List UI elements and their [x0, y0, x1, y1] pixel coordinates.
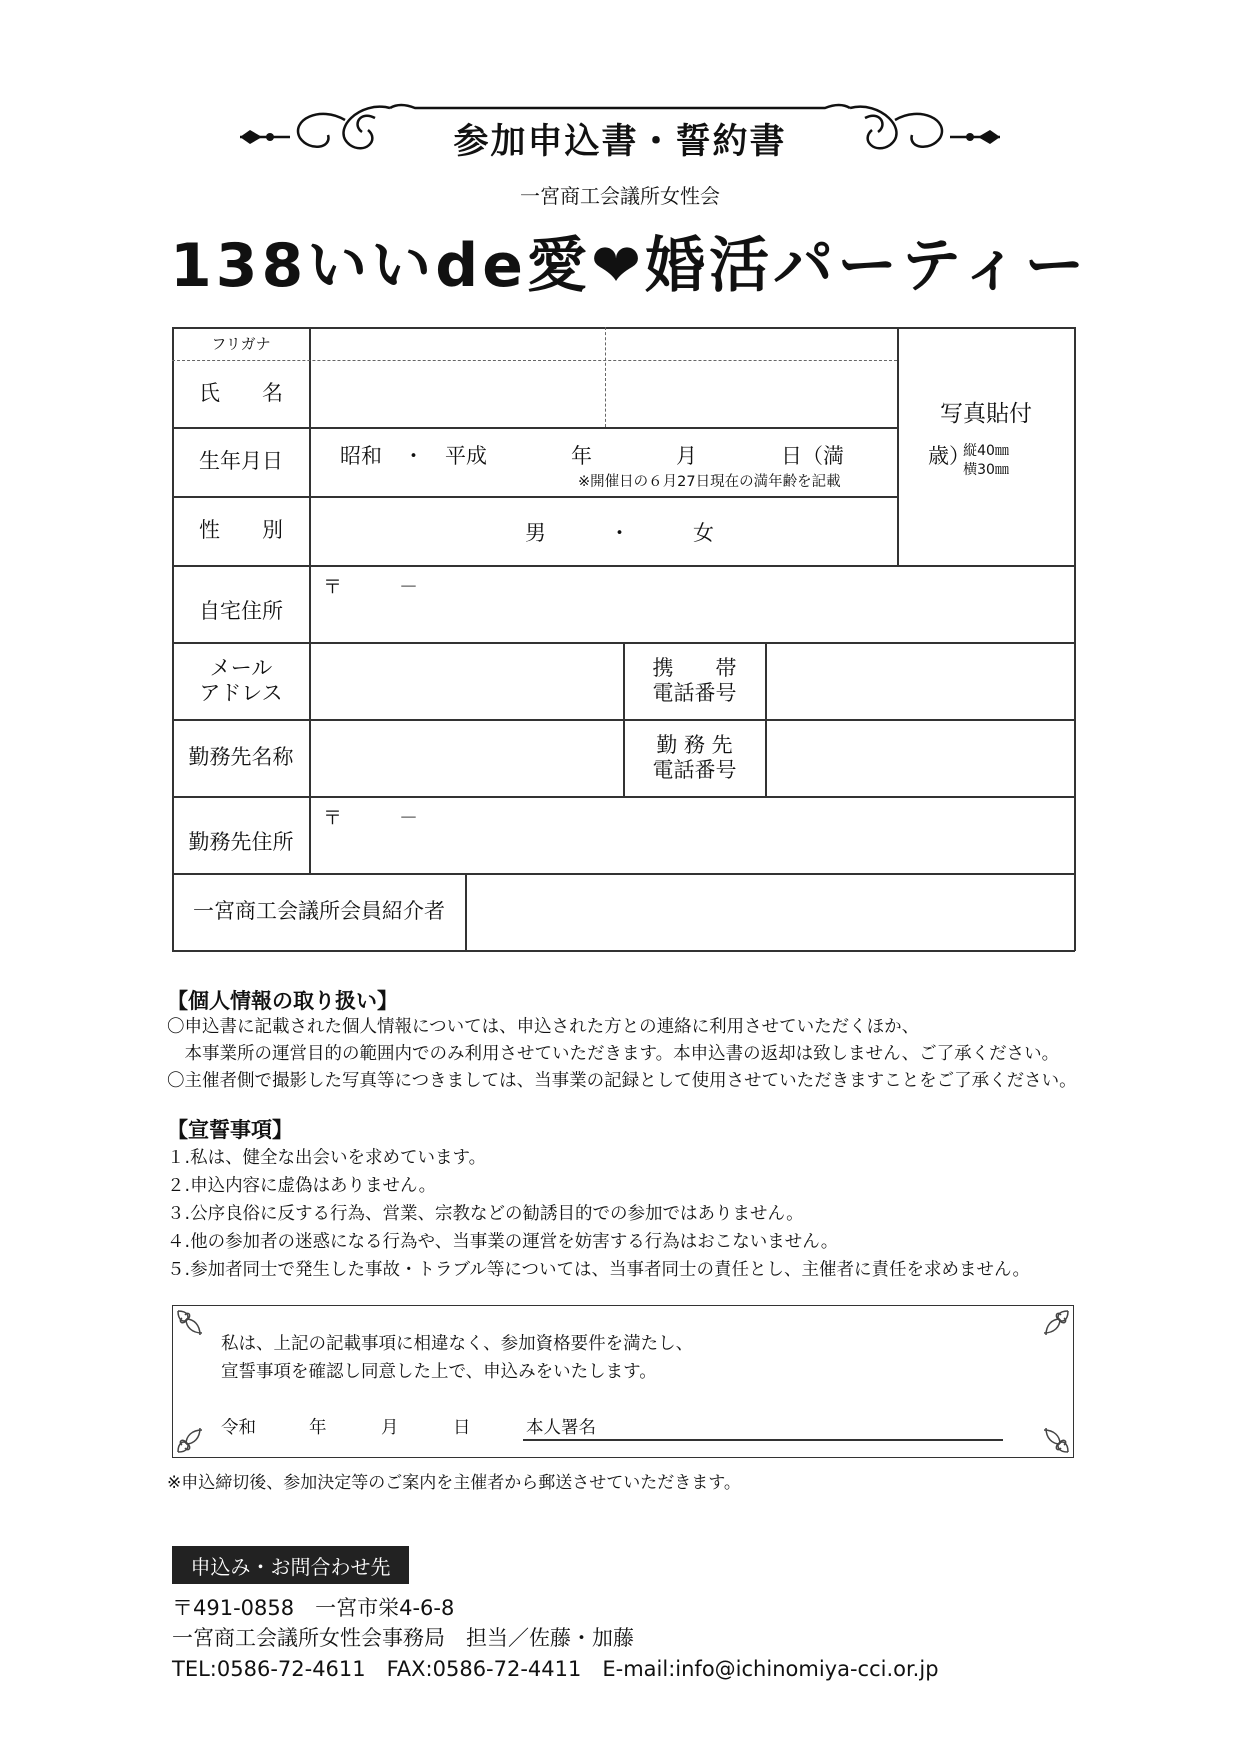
- pledge-item: ３.公序良俗に反する行為、営業、宗教などの勧誘目的での参加ではありません。: [167, 1204, 804, 1224]
- photo-size-height: 縦40㎜: [963, 442, 1009, 459]
- mobile-phone-label: 携 帯 電話番号: [652, 655, 737, 705]
- home-postal-code-field[interactable]: 〒 －: [323, 576, 419, 598]
- event-title-part-2: 婚活パーティー: [645, 231, 1089, 301]
- name-split-divider: [605, 327, 606, 427]
- furigana-label: フリガナ: [211, 335, 271, 353]
- workplace-name-input[interactable]: [311, 721, 622, 795]
- month-label[interactable]: 月: [381, 1418, 399, 1438]
- home-address-label: 自宅住所: [199, 599, 283, 624]
- event-title: [170, 218, 1088, 304]
- mobile-phone-input[interactable]: [767, 644, 1073, 718]
- privacy-heading: 【個人情報の取り扱い】: [167, 989, 398, 1013]
- birth-date-label: 生年月日: [199, 449, 283, 474]
- gender-options[interactable]: 男 ・ 女: [525, 521, 714, 545]
- corner-ornament-icon: [1042, 1426, 1070, 1454]
- contact-heading: 申込み・お問合わせ先: [172, 1546, 409, 1584]
- furigana-surname-input[interactable]: [311, 328, 604, 360]
- form-title-block: [0, 100, 1240, 170]
- pledge-item: ２.申込内容に虚偽はありません。: [167, 1176, 437, 1196]
- table-border-right: [1074, 327, 1076, 951]
- contact-phones-email: TEL:0586-72-4611 FAX:0586-72-4411 E-mail:info@ichinomiya-cci.or.jp: [172, 1657, 939, 1681]
- work-phone-input[interactable]: [767, 721, 1073, 795]
- heart-icon: ❤: [590, 231, 646, 301]
- name-label: 氏 名: [199, 381, 283, 406]
- corner-ornament-icon: [176, 1309, 204, 1337]
- pledge-item: ５.参加者同士で発生した事故・トラブル等については、当事者同士の責任とし、主催者に責任を求めません。: [167, 1260, 1031, 1280]
- photo-size-width: 横30㎜: [963, 461, 1009, 478]
- era-label: 令和: [221, 1418, 256, 1438]
- form-title: 参加申込書・誓約書: [453, 122, 787, 162]
- signature-label: 本人署名: [526, 1418, 596, 1438]
- workplace-name-label: 勤務先名称: [188, 745, 294, 770]
- photo-label: 写真貼付: [940, 401, 1032, 428]
- event-title-part-1: 138いいde愛: [170, 231, 591, 301]
- email-label: メール アドレス: [199, 655, 283, 705]
- privacy-line: 〇主催者側で撮影した写真等につきましては、当事業の記録として使用させていただきますことをご了承ください。: [167, 1071, 1077, 1091]
- given-name-input[interactable]: [607, 362, 896, 426]
- agreement-text-line-1: 私は、上記の記載事項に相違なく、参加資格要件を満たし、: [221, 1334, 694, 1354]
- surname-input[interactable]: [311, 362, 604, 426]
- year-label[interactable]: 年: [309, 1418, 327, 1438]
- privacy-line: 〇申込書に記載された個人情報については、申込された方との連絡に利用させていただくほか、: [167, 1017, 920, 1037]
- birth-date-note: ※開催日の６月27日現在の満年齢を記載: [578, 474, 841, 490]
- agreement-text-line-2: 宣誓事項を確認し同意した上で、申込みをいたします。: [221, 1362, 657, 1382]
- home-address-input[interactable]: [311, 600, 1073, 640]
- birth-date-fields[interactable]: 昭和 ・ 平成 年 月 日（満 歳）: [340, 444, 970, 468]
- organizer-name: 一宮商工会議所女性会: [520, 184, 720, 208]
- gender-label: 性 別: [199, 518, 283, 543]
- table-border-bottom: [172, 950, 1075, 952]
- corner-ornament-icon: [176, 1426, 204, 1454]
- work-phone-label: 勤 務 先 電話番号: [652, 732, 737, 782]
- pledge-item: １.私は、健全な出会いを求めています。: [167, 1148, 487, 1168]
- agreement-box: [172, 1305, 1074, 1458]
- contact-address: 〒491-0858 一宮市栄4-6-8: [172, 1596, 455, 1620]
- signature-line[interactable]: [523, 1439, 1003, 1441]
- email-input[interactable]: [311, 644, 622, 718]
- day-label[interactable]: 日: [453, 1418, 471, 1438]
- work-postal-code-field[interactable]: 〒 －: [323, 807, 419, 829]
- privacy-line: 本事業所の運営目的の範囲内でのみ利用させていただきます。本申込書の返却は致しません、ご了承ください。: [167, 1044, 1060, 1064]
- referrer-input[interactable]: [467, 875, 1073, 949]
- work-address-label: 勤務先住所: [188, 830, 294, 855]
- corner-ornament-icon: [1042, 1309, 1070, 1337]
- mailing-notice: ※申込締切後、参加決定等のご案内を主催者から郵送させていただきます。: [167, 1473, 741, 1493]
- pledge-item: ４.他の参加者の迷惑になる行為や、当事業の運営を妨害する行為はおこないません。: [167, 1232, 839, 1252]
- pledge-heading: 【宣誓事項】: [167, 1118, 293, 1142]
- contact-office: 一宮商工会議所女性会事務局 担当／佐藤・加藤: [172, 1626, 634, 1650]
- referrer-label: 一宮商工会議所会員紹介者: [193, 899, 445, 924]
- work-address-input[interactable]: [311, 830, 1073, 872]
- furigana-given-name-input[interactable]: [607, 328, 896, 360]
